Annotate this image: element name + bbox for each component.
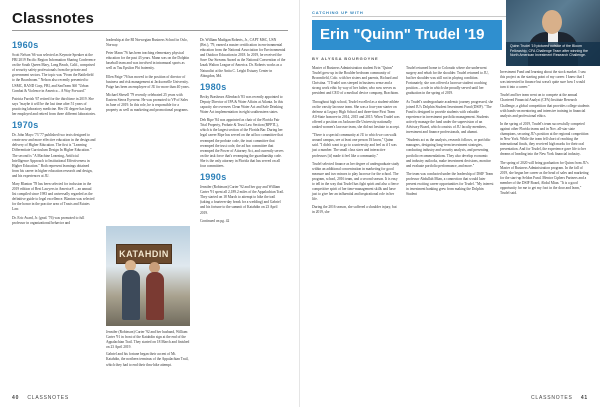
- classnote-paragraph: leadership at the BI Norwegian Business School in Oslo, Norway.: [106, 38, 188, 48]
- article-paragraph: Throughout high school, Trudel excelled as a student-athlete on the varsity lacrosse team. She was a four-year starter on defense at Legacy High School and three-time First Team All-State honoree in 2014, 2015 and 2015. When Trudel was offered a position on Jacksonville University nationally ranked women's lacrosse team, she did not hesitate to accept.: [312, 99, 400, 130]
- article-paragraph: "Students act as the analysts, research follows, or portfolio managers, designing long-term investment strategies, conducting industry and security analysis, and presenting portfolio recommendations. They also develop economic and industry outlooks, make investment decisions, monitor and evaluate portfolio performance, and more.": [406, 138, 491, 168]
- portrait-caption: Quinn Trudel '19 pictured outside of the Bloom Fellowship, CFA Challenge Team after winning the North American Investment Research Challenge.: [510, 44, 588, 58]
- right-folio: [531, 395, 588, 401]
- right-page: [300, 0, 600, 407]
- article-paragraph: As Trudel's undergraduate academic journey progressed, she joined JU's Dolphin Student Investment Fund (DSIF). "The Fund is designed to provide students with valuable experience in investment portfolio management. Students actively manage the fund under the supervision of an Advisory Board, which consists of JU faculty members, investment and finance professionals, and alumni.: [406, 99, 494, 135]
- classnote-paragraph: Continued on pg. 42: [200, 218, 230, 223]
- article-paragraph: Trudel and her team went on to compete at the annual Chartered Financial Analyst (CFA) Institute Research Challenge, a global competition that provides college students with hands-on mentoring and intensive training in financial analysis and professional ethics.: [500, 93, 590, 118]
- title-rule: [12, 30, 288, 31]
- photo-caption-line: Jennifer (Robinson) Carter '92 and her husband, William Carter '91 in front of the Katahdin sign at the end of the Appalachian Trail. They started on 18 March and finished on 23 April 2019.: [106, 330, 190, 350]
- page-number: 41: [580, 395, 588, 401]
- classnote-paragraph: Patricia Farrish '67 retired for the third time in 2019. She says "maybe it will be the last time after 51 years of practicing laboratory medicine. Her JU degree has kept her employed and retired from three different laboratories.: [12, 96, 96, 117]
- decade-heading: 1990s: [200, 172, 227, 183]
- article-paragraph: Investment Fund and learning about the stock market. I saw this project as the starting point of my career. I knew that I was interested in finance but wasn't quite sure how I would turn it into a career.": [500, 70, 587, 90]
- photo-caption-line: Gabriel and his fortune began their accent of Mt. Katahdin, the northern terminus of the Appalachian Trail, which they had to end their thru-hike attempt.: [106, 352, 189, 367]
- right-column-2: [406, 66, 494, 200]
- byline: BY ALYSSA BOURGOYNE: [312, 56, 379, 61]
- classnote-paragraph: Dr. John Mayo '73 '77 published two texts designed to create new and more effective education in the design and delivery of Higher Education. The first is "Learning Differentiate Curriculum Design In Higher Education." The second is "A Machine Learning, Artificial Intelligence Approach to Institutional Effectiveness in Higher Education." Both represent learnings obtained from his career in higher education research and design, and his experiences at JU.: [12, 133, 96, 178]
- decade-heading: 1970s: [12, 120, 39, 131]
- left-folio: [12, 395, 69, 401]
- left-column-1: [12, 38, 96, 229]
- portrait-face: [542, 10, 562, 34]
- article-paragraph: Trudel selected finance as her degree of undergraduate study within an additional concentration in marketing for good measure and two minors to play lacrosse for the school. The program, school, 2016 team, and a second season. It is easy to tell in the way that Trudel has fight spirit and also a fierce competitive spirit of her time-management skills and have just to give her an influential and inspirational role in her life.: [312, 161, 400, 202]
- article-paragraph: The spring of 2020 will bring graduation for Quinn from JU's Master of Business Administration program. In the fall of 2019, she began her career as the head of sales and marketing for the start-up Seldon Fund. Mentor Ciphers Partners and a member of the DSIF Board, Abdul Mian. "It is a good opportunity for me to get my foot in the door and learn," Trudel said.: [500, 160, 589, 196]
- classnote-paragraph: Dr. Eric Avard, Jr. (grad. '76) was promoted to full professor in organizational behavior and: [12, 215, 85, 225]
- hiker-figure: [146, 272, 164, 320]
- article-paragraph: Master of Business Administration student Erin "Quinn" Trudel grew up in the Boulder bedroom community of Broomfield, Colo. with her sisters and parents, Richard and Christina. "I Trudel was steeped in business sense and a strong work ethic by way of her father, who now serves as president and CEO of a medical device company, Brachiom.: [312, 66, 399, 96]
- classnote-paragraph: Michael Shesell '79 recently celebrated 25 years with Eastern Sierra Eyewear. He was promoted to VP of Sales in June of 2019. In this role, he is responsible for a property as well as marketing and promotional programs.: [106, 92, 189, 113]
- folio-label: CLASSNOTES: [27, 395, 69, 401]
- article-paragraph: The team was conducted under the leadership of DSIF Team professor Abdullah Mian, a connection that would later present exciting career opportunities for Trudel. "My interest in investment banking grew from making the Dolphin Student: [406, 171, 494, 197]
- classnote-paragraph: Jennifer (Robinson) Carter '92 and her guy and William Carter '91 spent all 2,189.2 miles of the Appalachian Trail. They started on 18 March to attempt to hike the trail (taking a fourteen-day break for a wedding) and Gabriel and his fortune to the summit of Katahdin on 23 April 2019.: [200, 185, 285, 215]
- classnote-paragraph: Peter Mann '76 has been teaching elementary physical education for the past 43 years. Mann was on the Dolphin baseball team and was involved in intramural sports as well as Tau Epsilon Phi fraternity.: [106, 51, 190, 71]
- left-column-2: [106, 38, 190, 116]
- classnote-paragraph: Becky Brashears Allenbach '83 was recently appointed to Deputy Director of IPA & Water Affairs at Atlanta. In this capacity she oversees Clean Water Act and Safe Drinking Water Act implementation in eight southeastern states.: [200, 94, 283, 115]
- hiker-figure: [122, 270, 140, 320]
- folio-label: CLASSNOTES: [531, 395, 573, 401]
- kicker: CATCHING UP WITH: [312, 10, 368, 15]
- left-column-3: [200, 38, 286, 227]
- right-column-1: [312, 66, 400, 219]
- right-column-3: [500, 70, 590, 199]
- article-paragraph: During the 2016 season, she suffered a shoulder injury, but in 2019, she: [312, 205, 397, 215]
- article-paragraph: In the spring of 2019, Trudel's team successfully competed against other Florida teams and in Nov. all-star state champions, securing JU's position at the regional competition in New York. While the team fell short of reaching the international finals, they received high marks for their oral presentation. And for Trudel, the experience gave life to her dreams of heading into the New York financial industry.: [500, 121, 589, 157]
- article-paragraph: Trudel returned home to Colorado where she underwent surgery and rehab for the shoulder. Trudel returned to JU, but her shoulder was still not in playing condition. Fortunately, she was offered a lacrosse student coaching position – a role in which she proudly served until her graduation in the spring of 2019.: [406, 66, 489, 96]
- classnote-paragraph: Mary Blanton '78 has been selected for inclusion in the 2019 edition of Best Lawyers in America® – an annual list compiled since 1983 and universally regarded as the definitive guide to legal excellence. Blanton was selected for the honor in the practice area of Trusts and Estates Law.: [12, 181, 95, 212]
- article-paragraph: "There is a special community at JU to which we can walk around campus, see at least one person I'd know," Quinn said. "I didn't want to go to a university and feel as if I was just a number. The small class sizes and interactive professors [it] made it feel like a community.": [312, 133, 397, 158]
- classnote-paragraph: Ellen Paige '76 has moved to the position of director of business and risk management at Jacksonville University. Paige has been an employee of JU for more than 40 years.: [106, 74, 190, 89]
- photo-caption: [106, 330, 190, 370]
- classnote-paragraph: Scott Nelson '66 was selected as Keynote Speaker at the FBI 2019 Pacific Region Information Sharing Conference on the South Queen Mary, Long Beach, Calif., comprised of security safety professionals from the private and government sectors. The topic was "From the Battlefield to the Boardroom." Nelson also recently presented to USMC, RAND Corp, FBI, and SanTeam 360 "Urban Combat & Violence in America – A Way Forward.": [12, 53, 96, 93]
- decade-heading: 1960s: [12, 40, 39, 50]
- page-number: 40: [12, 395, 20, 401]
- decade-heading: 1980s: [200, 81, 227, 92]
- feature-title: Erin "Quinn" Trudel '19: [312, 20, 502, 50]
- classnote-paragraph: Deb Ripe '84 was appointed as chair of the Florida Fair Trial Property, Probate & Trust Law Section (RPPTL), which is the largest section of the Florida Bar. During her legal career Ripe has served on the ad hoc committee that revamped the probate code, the trust committee that revamped the trust code, the ad hoc committee that revamped the Power of Attorney Act, and currently serves on the task force that's revamping the guardianship code. She is the only attorney in Florida that has served on all four committees.: [200, 118, 284, 168]
- classnote-paragraph: Dr. William Madigan Roberts, Jr., CAPT MSC, USN (Ret.), '79, earned a master certification in environmental education from the National Association for Environmental and Outdoor Education in 2018. In 2019, he received the Save Our Streams Award as the National Convention of the Izaak Walton League of America. Dr. Roberts works as a Naturalist at the Anita C. Leight Estuary Center in Abingdon, Md.: [200, 38, 286, 78]
- section-title: Classnotes: [12, 10, 95, 27]
- katahdin-photo: [106, 226, 190, 326]
- katahdin-sign: KATAHDIN: [116, 244, 172, 264]
